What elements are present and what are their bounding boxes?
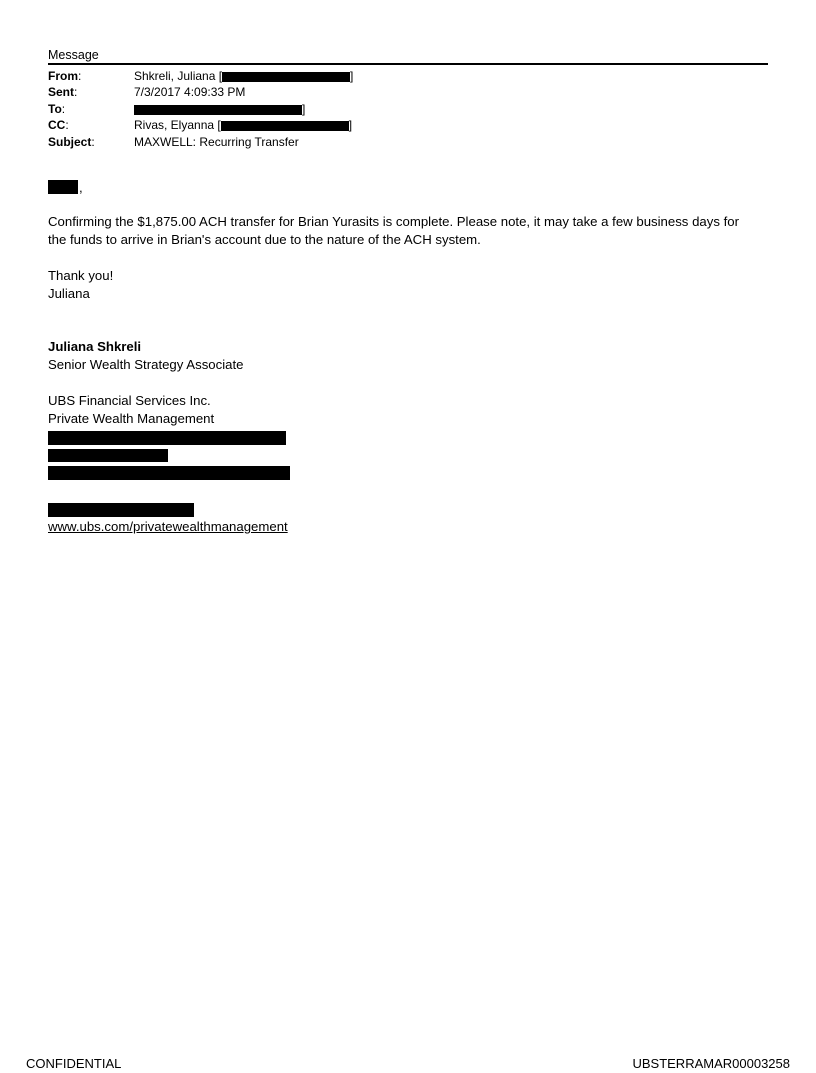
header-divider (48, 63, 768, 65)
greeting-redaction (48, 180, 78, 194)
cc-value: Rivas, Elyanna [ ] (134, 118, 353, 133)
cc-label: CC: (48, 118, 69, 133)
body-line-1: Confirming the $1,875.00 ACH transfer for Brian Yurasits is complete. Please note, it may take a few business days for (48, 214, 739, 229)
address-redaction-1 (48, 431, 286, 445)
address-redaction-3 (48, 466, 290, 480)
cc-row (48, 117, 768, 133)
redaction-bar (222, 72, 350, 82)
website-link[interactable]: www.ubs.com/privatewealthmanagement (48, 519, 288, 534)
body-line-2: the funds to arrive in Brian's account due to the nature of the ACH system. (48, 232, 481, 247)
email-headers (48, 68, 768, 150)
from-value: Shkreli, Juliana [ ] (134, 69, 354, 83)
confidential-footer: CONFIDENTIAL (26, 1056, 122, 1071)
sent-row (48, 84, 768, 100)
from-row (48, 68, 768, 84)
sender-first-name: Juliana (48, 286, 90, 301)
subject-label: Subject: (48, 134, 95, 149)
address-redaction-2 (48, 449, 168, 462)
signature-name: Juliana Shkreli (48, 339, 142, 354)
redaction-bar (221, 121, 349, 131)
from-label: From: (48, 69, 82, 83)
signature-title: Senior Wealth Strategy Associate (48, 357, 244, 372)
subject-row (48, 134, 768, 150)
greeting-comma: , (79, 180, 83, 195)
message-label: Message (48, 48, 99, 62)
signature-company: UBS Financial Services Inc. (48, 393, 211, 408)
to-label: To: (48, 101, 66, 116)
to-row (48, 101, 768, 117)
sent-label: Sent: (48, 85, 78, 100)
redaction-bar (134, 105, 302, 115)
phone-redaction (48, 503, 194, 517)
to-value: ] (134, 101, 305, 117)
signature-division: Private Wealth Management (48, 411, 215, 426)
bates-number: UBSTERRAMAR00003258 (632, 1056, 790, 1071)
closing-text: Thank you! (48, 268, 114, 283)
sent-value: 7/3/2017 4:09:33 PM (134, 85, 246, 100)
subject-value: MAXWELL: Recurring Transfer (134, 134, 299, 149)
